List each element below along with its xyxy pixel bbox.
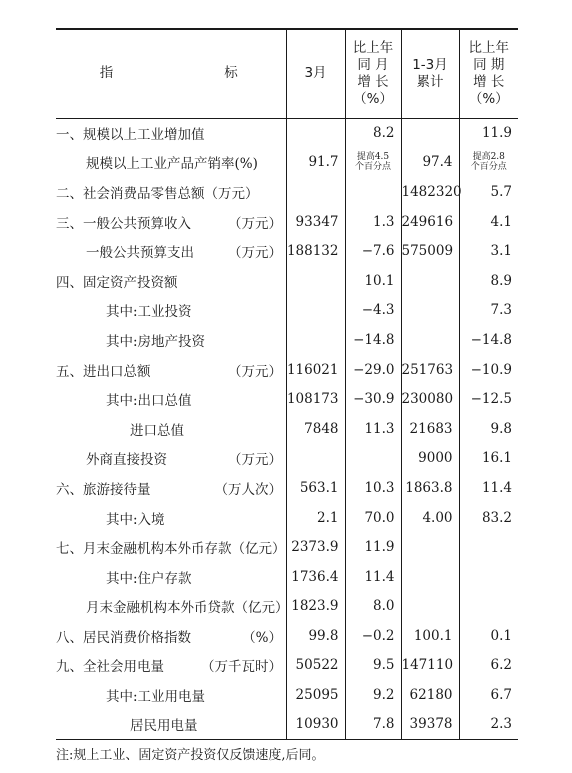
period-yoy-cell: 6.2 xyxy=(459,651,518,681)
march-value-cell xyxy=(286,325,345,355)
cumulative-value-cell: 100.1 xyxy=(401,621,459,651)
indicator-label: 其中:住户存款 xyxy=(106,570,192,587)
period-yoy-cell: 16.1 xyxy=(459,444,518,474)
table-row xyxy=(56,325,518,355)
march-value-cell: 50522 xyxy=(286,651,345,681)
month-yoy-cell: −14.8 xyxy=(345,325,401,355)
march-value-cell xyxy=(286,296,345,326)
march-value-cell: 93347 xyxy=(286,207,345,237)
indicator-label: 居民用电量 xyxy=(130,718,198,735)
header-march: 3月 xyxy=(286,29,345,118)
month-yoy-cell: 1.3 xyxy=(345,207,401,237)
indicator-cell xyxy=(56,562,286,592)
cumulative-value-cell: 1863.8 xyxy=(401,473,459,503)
cumulative-value-cell xyxy=(401,118,459,148)
indicator-cell xyxy=(56,621,286,651)
month-yoy-cell xyxy=(345,177,401,207)
month-yoy-cell xyxy=(345,444,401,474)
march-value-cell: 563.1 xyxy=(286,473,345,503)
indicator-cell xyxy=(56,414,286,444)
table-row xyxy=(56,651,518,681)
period-yoy-cell: 5.7 xyxy=(459,177,518,207)
march-value-cell xyxy=(286,118,345,148)
cumulative-value-cell: 97.4 xyxy=(401,148,459,178)
indicator-label: 其中:工业投资 xyxy=(106,304,192,321)
month-yoy-cell xyxy=(345,148,401,178)
table-row xyxy=(56,532,518,562)
march-value-cell: 25095 xyxy=(286,680,345,710)
period-yoy-cell: 8.9 xyxy=(459,266,518,296)
cumulative-value-cell: 9000 xyxy=(401,444,459,474)
period-yoy-cell: −12.5 xyxy=(459,384,518,414)
indicator-unit: （万元） xyxy=(228,215,282,232)
header-indicator: 指 标 xyxy=(56,29,286,118)
table-row xyxy=(56,118,518,148)
indicator-cell xyxy=(56,592,289,622)
month-yoy-cell: 7.8 xyxy=(345,710,401,740)
cumulative-value-cell: 62180 xyxy=(401,680,459,710)
indicator-label: 六、旅游接待量 xyxy=(56,481,151,498)
march-value-cell: 99.8 xyxy=(286,621,345,651)
indicator-label: 四、固定资产投资额 xyxy=(56,274,178,291)
cumulative-value-cell xyxy=(401,532,459,562)
table-header xyxy=(56,29,518,118)
table-row xyxy=(56,207,518,237)
indicator-cell xyxy=(56,177,286,207)
march-value-cell xyxy=(286,444,345,474)
table-row xyxy=(56,414,518,444)
table-row xyxy=(56,296,518,326)
indicator-cell xyxy=(56,651,286,681)
table-row xyxy=(56,621,518,651)
month-yoy-cell: 9.5 xyxy=(345,651,401,681)
statistics-table xyxy=(56,28,518,740)
table-row xyxy=(56,384,518,414)
cumulative-value-cell xyxy=(401,562,459,592)
indicator-cell xyxy=(56,266,286,296)
table-row xyxy=(56,562,518,592)
cumulative-value-cell xyxy=(401,325,459,355)
indicator-label: 八、居民消费价格指数 xyxy=(56,629,191,646)
period-yoy-cell: 6.7 xyxy=(459,680,518,710)
table-row xyxy=(56,592,518,622)
march-value-cell xyxy=(286,177,345,207)
indicator-label: 进口总值 xyxy=(130,422,184,439)
header-cumulative: 1-3月 累计 xyxy=(401,29,459,118)
month-yoy-cell: −29.0 xyxy=(345,355,401,385)
indicator-cell xyxy=(56,296,286,326)
indicator-cell xyxy=(56,473,286,503)
period-yoy-cell: −14.8 xyxy=(459,325,518,355)
month-yoy-cell: 11.3 xyxy=(345,414,401,444)
small-note: 提高2.8 xyxy=(472,152,505,163)
march-value-cell: 1823.9 xyxy=(286,592,345,622)
small-note: 提高4.5 xyxy=(356,152,390,163)
period-yoy-cell xyxy=(459,592,518,622)
indicator-cell xyxy=(56,207,286,237)
indicator-label: 其中:入境 xyxy=(106,511,165,528)
period-yoy-cell: 11.4 xyxy=(459,473,518,503)
indicator-label: 规模以上工业产品产销率(%) xyxy=(86,156,258,173)
indicator-label: 三、一般公共预算收入 xyxy=(56,215,191,232)
indicator-cell xyxy=(56,503,286,533)
cumulative-value-cell: 1482320 xyxy=(401,177,459,207)
indicator-cell xyxy=(56,148,286,178)
table-row xyxy=(56,355,518,385)
indicator-cell xyxy=(56,444,286,474)
header-period-yoy: 比上年 同 期 增 长 （%） xyxy=(459,29,518,118)
month-yoy-cell: 10.1 xyxy=(345,266,401,296)
indicator-unit: （万元） xyxy=(228,245,282,262)
indicator-cell xyxy=(56,236,286,266)
month-yoy-cell: 8.0 xyxy=(345,592,401,622)
period-yoy-cell: −10.9 xyxy=(459,355,518,385)
indicator-unit: （万千瓦时） xyxy=(201,659,282,676)
period-yoy-cell: 3.1 xyxy=(459,236,518,266)
month-yoy-cell: 11.4 xyxy=(345,562,401,592)
cumulative-value-cell: 251763 xyxy=(401,355,459,385)
march-value-cell: 188132 xyxy=(286,236,345,266)
table-row xyxy=(56,680,518,710)
indicator-unit: （%） xyxy=(242,629,282,646)
month-yoy-cell: 9.2 xyxy=(345,680,401,710)
month-yoy-cell: −4.3 xyxy=(345,296,401,326)
indicator-cell xyxy=(56,118,286,148)
period-yoy-cell: 83.2 xyxy=(459,503,518,533)
period-yoy-cell: 7.3 xyxy=(459,296,518,326)
table-row xyxy=(56,266,518,296)
cumulative-value-cell xyxy=(401,592,459,622)
table-row xyxy=(56,148,518,178)
indicator-label: 其中:房地产投资 xyxy=(106,333,206,350)
indicator-label: 其中:工业用电量 xyxy=(106,689,206,706)
march-value-cell: 91.7 xyxy=(286,148,345,178)
indicator-unit: （万元） xyxy=(228,363,282,380)
march-value-cell: 116021 xyxy=(286,355,345,385)
cumulative-value-cell xyxy=(401,296,459,326)
period-yoy-cell: 9.8 xyxy=(459,414,518,444)
period-yoy-cell xyxy=(459,148,518,178)
month-yoy-cell: 11.9 xyxy=(345,532,401,562)
cumulative-value-cell: 249616 xyxy=(401,207,459,237)
march-value-cell: 7848 xyxy=(286,414,345,444)
indicator-label: 其中:出口总值 xyxy=(106,393,192,410)
indicator-label: 一般公共预算支出 xyxy=(86,245,194,262)
indicator-label: 月末金融机构本外币贷款（亿元） xyxy=(86,600,289,617)
month-yoy-cell: 8.2 xyxy=(345,118,401,148)
march-value-cell: 2.1 xyxy=(286,503,345,533)
month-yoy-cell: 10.3 xyxy=(345,473,401,503)
march-value-cell: 2373.9 xyxy=(286,532,345,562)
month-yoy-cell: −7.6 xyxy=(345,236,401,266)
table-body xyxy=(56,118,518,739)
small-note: 个百分点 xyxy=(354,162,391,173)
cumulative-value-cell: 21683 xyxy=(401,414,459,444)
cumulative-value-cell: 230080 xyxy=(401,384,459,414)
cumulative-value-cell: 147110 xyxy=(401,651,459,681)
period-yoy-cell: 0.1 xyxy=(459,621,518,651)
table-row xyxy=(56,503,518,533)
indicator-unit: （万人次） xyxy=(214,481,282,498)
indicator-label: 九、全社会用电量 xyxy=(56,659,164,676)
indicator-label: 五、进出口总额 xyxy=(56,363,151,380)
period-yoy-cell xyxy=(459,562,518,592)
indicator-cell xyxy=(56,710,286,740)
indicator-cell xyxy=(56,355,286,385)
month-yoy-cell: −0.2 xyxy=(345,621,401,651)
indicator-label: 外商直接投资 xyxy=(86,452,167,469)
header-month-yoy: 比上年 同 月 增 长 （%） xyxy=(345,29,401,118)
period-yoy-cell: 2.3 xyxy=(459,710,518,740)
indicator-cell xyxy=(56,325,286,355)
period-yoy-cell xyxy=(459,532,518,562)
march-value-cell xyxy=(286,266,345,296)
indicator-cell xyxy=(56,384,286,414)
table-row xyxy=(56,710,518,740)
cumulative-value-cell xyxy=(401,266,459,296)
table-row xyxy=(56,236,518,266)
indicator-label: 二、社会消费品零售总额（万元） xyxy=(56,185,259,202)
indicator-cell xyxy=(56,532,286,562)
month-yoy-cell: 70.0 xyxy=(345,503,401,533)
indicator-cell xyxy=(56,680,286,710)
march-value-cell: 108173 xyxy=(286,384,345,414)
march-value-cell: 1736.4 xyxy=(286,562,345,592)
footnote: 注:规上工业、固定资产投资仅反馈速度,后同。 xyxy=(56,748,325,763)
small-note: 个百分点 xyxy=(470,162,507,173)
cumulative-value-cell: 39378 xyxy=(401,710,459,740)
period-yoy-cell: 11.9 xyxy=(459,118,518,148)
indicator-label: 一、规模以上工业增加值 xyxy=(56,127,205,144)
cumulative-value-cell: 575009 xyxy=(401,236,459,266)
table-row xyxy=(56,444,518,474)
cumulative-value-cell: 4.00 xyxy=(401,503,459,533)
indicator-label: 七、月末金融机构本外币存款（亿元） xyxy=(56,541,286,558)
table-row xyxy=(56,177,518,207)
month-yoy-cell: −30.9 xyxy=(345,384,401,414)
period-yoy-cell: 4.1 xyxy=(459,207,518,237)
table-row xyxy=(56,473,518,503)
indicator-unit: （万元） xyxy=(228,452,282,469)
march-value-cell: 10930 xyxy=(286,710,345,740)
